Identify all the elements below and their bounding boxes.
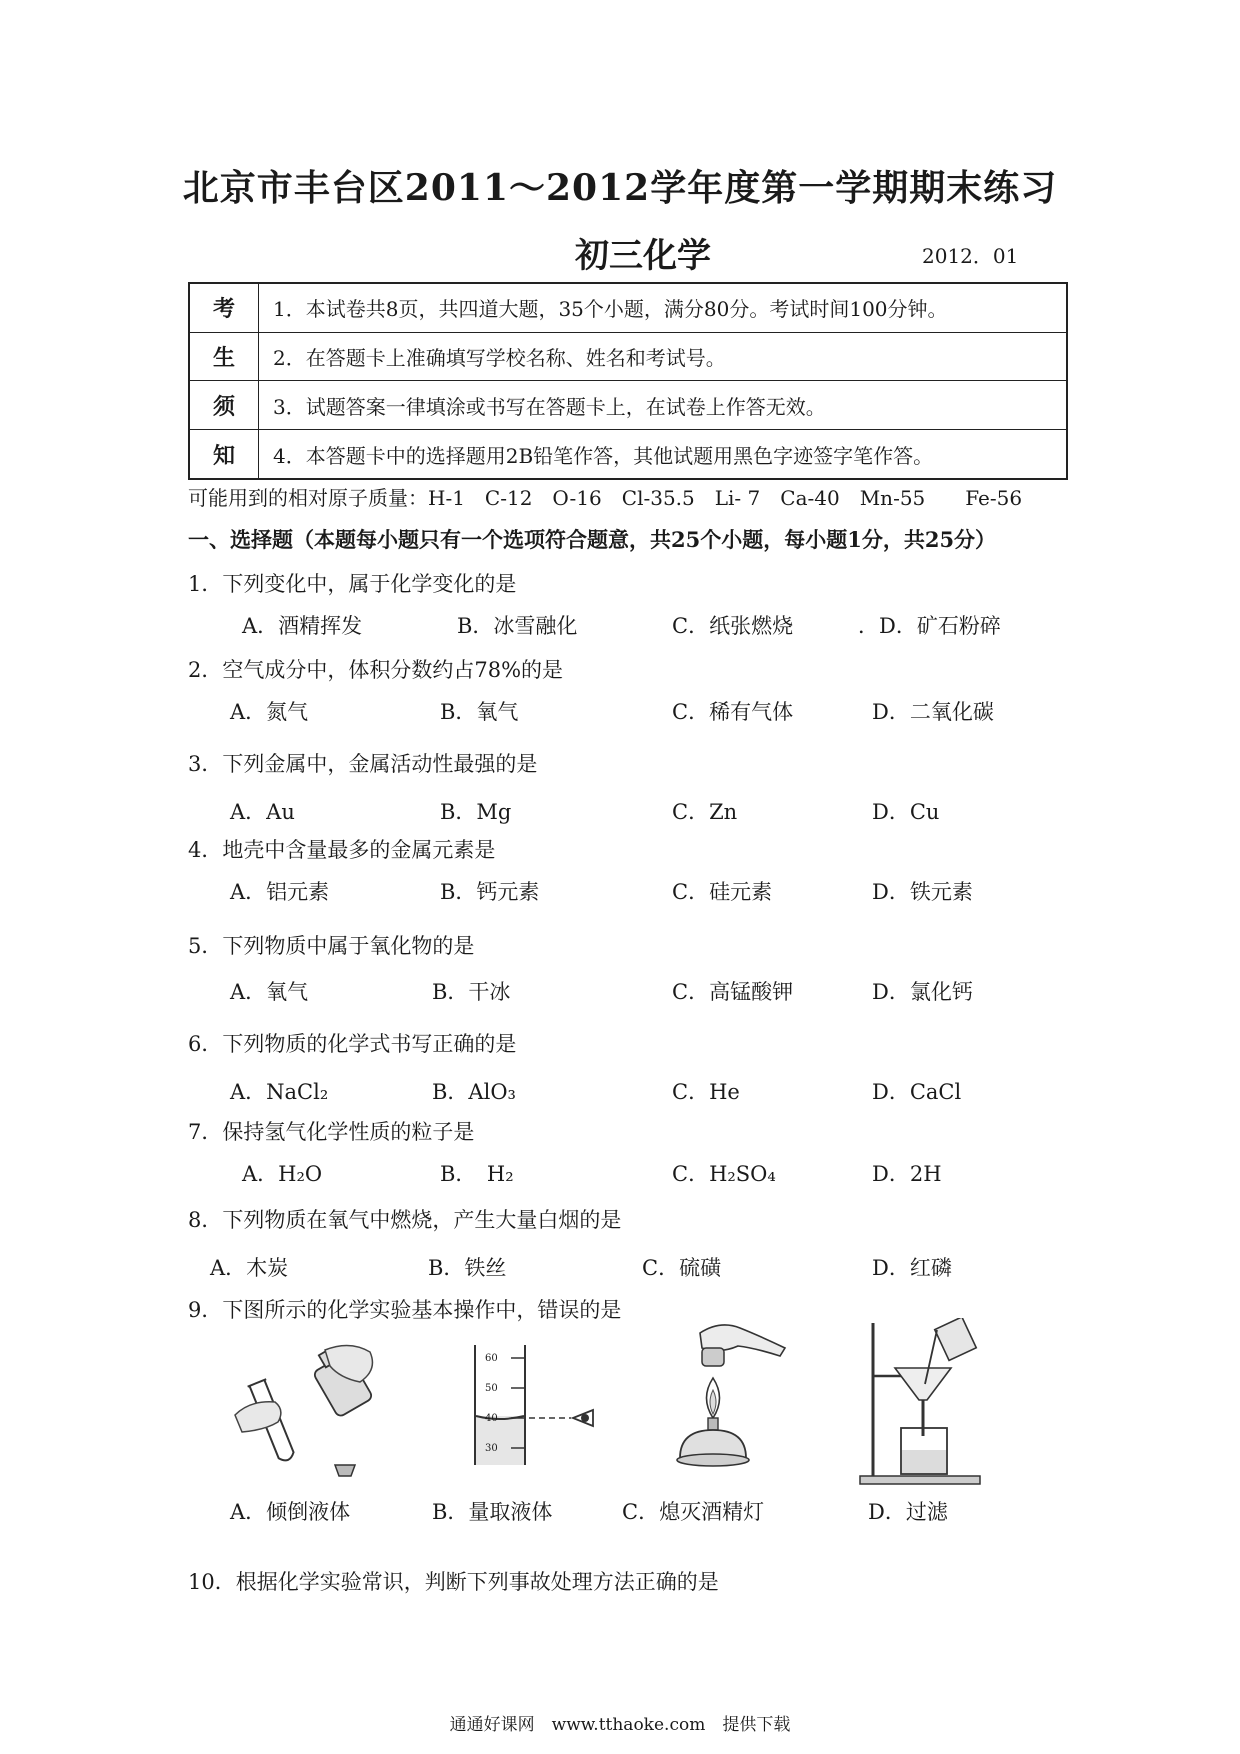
option: D．Cu xyxy=(872,800,940,824)
graduated-cylinder-figure xyxy=(455,1340,605,1470)
option: C．稀有气体 xyxy=(672,700,794,724)
question-stem: 2．空气成分中，体积分数约占78%的是 xyxy=(188,658,564,682)
option: C．硫磺 xyxy=(642,1256,722,1280)
option: B．冰雪融化 xyxy=(457,614,578,638)
option: D．二氧化碳 xyxy=(872,700,994,724)
option: D．2H xyxy=(872,1162,942,1186)
option: C．纸张燃烧 xyxy=(672,614,794,638)
notice-label: 生 xyxy=(189,332,259,381)
cylinder-tick-label: 60 xyxy=(485,1353,498,1364)
notice-label: 知 xyxy=(189,430,259,479)
question-stem: 7．保持氢气化学性质的粒子是 xyxy=(188,1120,475,1144)
notice-item: 3．试题答案一律填涂或书写在答题卡上，在试卷上作答无效。 xyxy=(259,381,1068,430)
atomic-masses: 可能用到的相对原子质量：H-1 C-12 O-16 Cl-35.5 Li- 7 Ca-40 Mn-55 Fe-56 xyxy=(188,486,1023,510)
option: C．熄灭酒精灯 xyxy=(622,1500,765,1524)
question-stem: 1．下列变化中，属于化学变化的是 xyxy=(188,572,517,596)
option: D．氯化钙 xyxy=(872,980,973,1004)
option: B．AlO₃ xyxy=(432,1080,516,1104)
option: B． H₂ xyxy=(440,1162,514,1186)
option: B．量取液体 xyxy=(432,1500,553,1524)
notice-label: 须 xyxy=(189,381,259,430)
question-stem: 10．根据化学实验常识，判断下列事故处理方法正确的是 xyxy=(188,1570,719,1594)
subject-title: 初三化学 xyxy=(575,236,711,276)
question-stem: 4．地壳中含量最多的金属元素是 xyxy=(188,838,496,862)
notice-item: 4．本答题卡中的选择题用2B铅笔作答，其他试题用黑色字迹签字笔作答。 xyxy=(259,430,1068,479)
question-stem: 8．下列物质在氧气中燃烧，产生大量白烟的是 xyxy=(188,1208,622,1232)
pouring-liquid-figure xyxy=(230,1340,380,1480)
section-heading: 一、选择题（本题每小题只有一个选项符合题意，共25个小题，每小题1分，共25分） xyxy=(188,527,997,552)
option: A．铝元素 xyxy=(230,880,330,904)
question-stem: 5．下列物质中属于氧化物的是 xyxy=(188,934,475,958)
option: B．铁丝 xyxy=(428,1256,507,1280)
option: A．NaCl₂ xyxy=(230,1080,329,1104)
option: A．倾倒液体 xyxy=(230,1500,351,1524)
option: B．干冰 xyxy=(432,980,511,1004)
option: A．木炭 xyxy=(210,1256,289,1280)
option: A．氮气 xyxy=(230,700,309,724)
option: B．钙元素 xyxy=(440,880,540,904)
notice-item: 2．在答题卡上准确填写学校名称、姓名和考试号。 xyxy=(259,332,1068,381)
alcohol-lamp-figure xyxy=(660,1318,790,1478)
option: D．CaCl xyxy=(872,1080,962,1104)
option: C．高锰酸钾 xyxy=(672,980,794,1004)
filtration-figure xyxy=(855,1318,985,1488)
cylinder-tick-label: 50 xyxy=(485,1383,498,1394)
option: A．Au xyxy=(230,800,295,824)
question-stem: 9．下图所示的化学实验基本操作中，错误的是 xyxy=(188,1298,622,1322)
notice-label: 考 xyxy=(189,283,259,332)
option: C．He xyxy=(672,1080,740,1104)
option: A．酒精挥发 xyxy=(242,614,363,638)
option: A．氧气 xyxy=(230,980,309,1004)
cylinder-tick-label: 40 xyxy=(485,1413,498,1424)
exam-date: 2012．01 xyxy=(922,244,1019,268)
option: ．D．矿石粉碎 xyxy=(858,614,1001,638)
option: D．铁元素 xyxy=(872,880,973,904)
option: D．过滤 xyxy=(868,1500,948,1524)
cylinder-tick-label: 30 xyxy=(485,1443,498,1454)
option: C．硅元素 xyxy=(672,880,773,904)
option: D．红磷 xyxy=(872,1256,952,1280)
footer-text: 通通好课网 www.tthaoke.com 提供下载 xyxy=(449,1715,791,1735)
option: B．Mg xyxy=(440,800,512,824)
question-stem: 6．下列物质的化学式书写正确的是 xyxy=(188,1032,517,1056)
notice-table xyxy=(188,282,1068,480)
notice-item: 1．本试卷共8页，共四道大题，35个小题，满分80分。考试时间100分钟。 xyxy=(259,283,1068,332)
option: B．氧气 xyxy=(440,700,519,724)
question-stem: 3．下列金属中，金属活动性最强的是 xyxy=(188,752,538,776)
option: A．H₂O xyxy=(242,1162,323,1186)
option: C．H₂SO₄ xyxy=(672,1162,776,1186)
page-title: 北京市丰台区2011～2012学年度第一学期期末练习 xyxy=(182,167,1058,209)
option: C．Zn xyxy=(672,800,738,824)
